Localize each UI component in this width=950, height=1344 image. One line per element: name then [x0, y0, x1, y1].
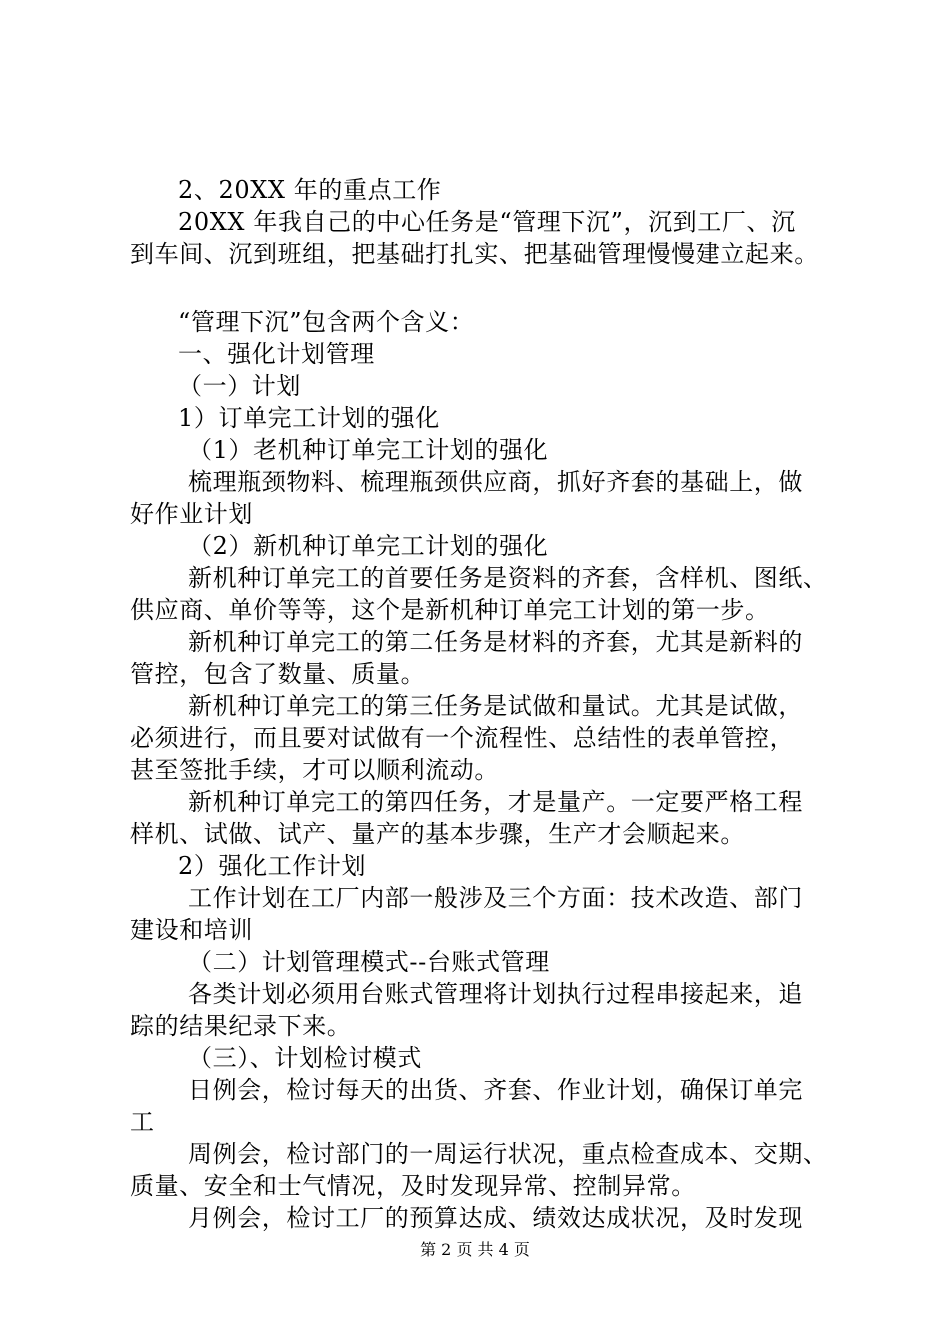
paragraph: [130, 434, 850, 466]
paragraph: [130, 978, 850, 1042]
paragraph: [130, 466, 850, 530]
paragraph-first-line: 周例会，检讨部门的一周运行状况，重点检查成本、交期、: [188, 1140, 828, 1168]
paragraph-first-line: 月例会，检讨工厂的预算达成、绩效达成状况，及时发现: [188, 1204, 803, 1232]
paragraph-first-line: 20XX 年我自己的中心任务是“管理下沉”，沉到工厂、沉: [178, 208, 796, 236]
paragraph-spacer: [130, 270, 850, 306]
paragraph: [130, 786, 850, 850]
paragraph-first-line: 各类计划必须用台账式管理将计划执行过程串接起来，追: [188, 980, 803, 1008]
paragraph-first-line: 2）强化工作计划: [178, 852, 367, 880]
paragraph-first-line: （三）、计划检讨模式: [188, 1044, 422, 1072]
paragraph-first-line: 一、强化计划管理: [178, 340, 375, 368]
paragraph-first-line: 梳理瓶颈物料、梳理瓶颈供应商，抓好齐套的基础上，做: [188, 468, 803, 496]
paragraph: [130, 1138, 850, 1202]
paragraph: [130, 850, 850, 882]
paragraph-first-line: 日例会，检讨每天的出货、齐套、作业计划，确保订单完: [188, 1076, 803, 1104]
paragraph-line: 工: [130, 1108, 155, 1136]
paragraph-first-line: 2、20XX 年的重点工作: [178, 176, 442, 204]
paragraph: [130, 402, 850, 434]
paragraph: [130, 626, 850, 690]
paragraph-first-line: 工作计划在工厂内部一般涉及三个方面：技术改造、部门: [188, 884, 803, 912]
paragraph-first-line: （二）计划管理模式--台账式管理: [188, 948, 550, 976]
paragraph: [130, 338, 850, 370]
paragraph: [130, 306, 850, 338]
paragraph: [130, 174, 850, 206]
paragraph: [130, 1202, 850, 1234]
paragraph-line: 建设和培训: [130, 916, 253, 944]
paragraph-line: 踪的结果纪录下来。: [130, 1012, 352, 1040]
paragraph: [130, 530, 850, 562]
paragraph: [130, 1042, 850, 1074]
paragraph: [130, 1074, 850, 1138]
paragraph-line: 好作业计划: [130, 500, 253, 528]
paragraph: [130, 882, 850, 946]
paragraph: [130, 690, 850, 786]
paragraph-line: 样机、试做、试产、量产的基本步骤，生产才会顺起来。: [130, 820, 745, 848]
paragraph: [130, 370, 850, 402]
paragraph-first-line: 新机种订单完工的第二任务是材料的齐套，尤其是新料的: [188, 628, 803, 656]
document-body: [130, 174, 850, 1234]
paragraph-line: 供应商、单价等等，这个是新机种订单完工计划的第一步。: [130, 596, 770, 624]
paragraph-line: 管控，包含了数量、质量。: [130, 660, 426, 688]
paragraph: [130, 206, 850, 270]
paragraph-first-line: 新机种订单完工的第三任务是试做和量试。尤其是试做，: [188, 692, 803, 720]
paragraph: [130, 946, 850, 978]
paragraph-first-line: “管理下沉”包含两个含义：: [178, 308, 475, 336]
paragraph-first-line: （2）新机种订单完工计划的强化: [188, 532, 549, 560]
paragraph-line: 到车间、沉到班组，把基础打扎实、把基础管理慢慢建立起来。: [130, 240, 819, 268]
paragraph-first-line: （一）计划: [178, 372, 301, 400]
paragraph: [130, 562, 850, 626]
paragraph-line: 甚至签批手续，才可以顺利流动。: [130, 756, 499, 784]
paragraph-first-line: 新机种订单完工的第四任务，才是量产。一定要严格工程: [188, 788, 803, 816]
paragraph-first-line: （1）老机种订单完工计划的强化: [188, 436, 549, 464]
paragraph-line: 质量、安全和士气情况，及时发现异常、控制异常。: [130, 1172, 696, 1200]
paragraph-first-line: 1）订单完工计划的强化: [178, 404, 440, 432]
paragraph-first-line: 新机种订单完工的首要任务是资料的齐套，含样机、图纸、: [188, 564, 828, 592]
paragraph-line: 必须进行，而且要对试做有一个流程性、总结性的表单管控，: [130, 724, 795, 752]
page-footer: 第 2 页 共 4 页: [420, 1240, 530, 1259]
